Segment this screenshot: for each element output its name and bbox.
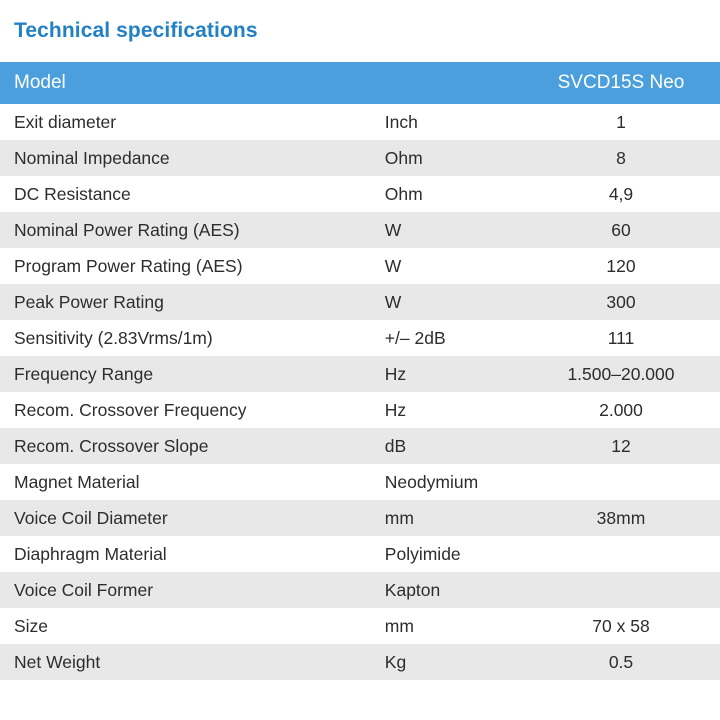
table-row xyxy=(0,536,720,572)
spec-value: 8 xyxy=(522,140,720,176)
spec-value: 2.000 xyxy=(522,392,720,428)
spec-label: Size xyxy=(0,608,371,644)
spec-value: 38mm xyxy=(522,500,720,536)
table-row xyxy=(0,644,720,680)
spec-label: Nominal Impedance xyxy=(0,140,371,176)
page-title: Technical specifications xyxy=(0,0,371,62)
model-header-spacer xyxy=(371,62,522,104)
table-row xyxy=(0,176,720,212)
spec-label: Magnet Material xyxy=(0,464,371,500)
spec-unit: +/– 2dB xyxy=(371,320,522,356)
spec-label: Recom. Crossover Frequency xyxy=(0,392,371,428)
spec-label: Sensitivity (2.83Vrms/1m) xyxy=(0,320,371,356)
model-header-row xyxy=(0,62,720,104)
spec-value: 12 xyxy=(522,428,720,464)
spec-unit: Ohm xyxy=(371,140,522,176)
spec-value xyxy=(522,572,720,608)
spec-unit: Neodymium xyxy=(371,464,522,500)
spec-unit: Kapton xyxy=(371,572,522,608)
table-title-row xyxy=(0,0,720,62)
spec-unit: Kg xyxy=(371,644,522,680)
spec-value: 70 x 58 xyxy=(522,608,720,644)
table-row xyxy=(0,428,720,464)
table-row xyxy=(0,320,720,356)
table-row xyxy=(0,104,720,140)
spec-label: Voice Coil Former xyxy=(0,572,371,608)
spec-value: 111 xyxy=(522,320,720,356)
spec-value: 0.5 xyxy=(522,644,720,680)
table-row xyxy=(0,248,720,284)
spec-unit: mm xyxy=(371,608,522,644)
table-row xyxy=(0,284,720,320)
spec-unit: Polyimide xyxy=(371,536,522,572)
spec-label: Diaphragm Material xyxy=(0,536,371,572)
spec-unit: W xyxy=(371,248,522,284)
spec-value: 1.500–20.000 xyxy=(522,356,720,392)
title-row-spacer-value xyxy=(522,0,720,62)
table-row xyxy=(0,572,720,608)
spec-value: 60 xyxy=(522,212,720,248)
spec-label: DC Resistance xyxy=(0,176,371,212)
spec-unit: Inch xyxy=(371,104,522,140)
table-row xyxy=(0,392,720,428)
model-value: SVCD15S Neo xyxy=(522,62,720,104)
spec-label: Net Weight xyxy=(0,644,371,680)
table-row xyxy=(0,140,720,176)
spec-label: Program Power Rating (AES) xyxy=(0,248,371,284)
spec-value: 300 xyxy=(522,284,720,320)
spec-unit: W xyxy=(371,284,522,320)
spec-label: Frequency Range xyxy=(0,356,371,392)
model-label: Model xyxy=(0,62,371,104)
table-row xyxy=(0,212,720,248)
spec-label: Voice Coil Diameter xyxy=(0,500,371,536)
spec-label: Recom. Crossover Slope xyxy=(0,428,371,464)
spec-unit: dB xyxy=(371,428,522,464)
table-row xyxy=(0,608,720,644)
spec-unit: W xyxy=(371,212,522,248)
spec-value: 120 xyxy=(522,248,720,284)
spec-unit: Ohm xyxy=(371,176,522,212)
spec-value: 4,9 xyxy=(522,176,720,212)
spec-unit: mm xyxy=(371,500,522,536)
spec-value xyxy=(522,464,720,500)
spec-label: Exit diameter xyxy=(0,104,371,140)
spec-value: 1 xyxy=(522,104,720,140)
spec-label: Nominal Power Rating (AES) xyxy=(0,212,371,248)
spec-unit: Hz xyxy=(371,356,522,392)
table-row xyxy=(0,500,720,536)
spec-label: Peak Power Rating xyxy=(0,284,371,320)
table-row xyxy=(0,464,720,500)
title-row-spacer-unit xyxy=(371,0,522,62)
spec-value xyxy=(522,536,720,572)
spec-unit: Hz xyxy=(371,392,522,428)
table-row xyxy=(0,356,720,392)
